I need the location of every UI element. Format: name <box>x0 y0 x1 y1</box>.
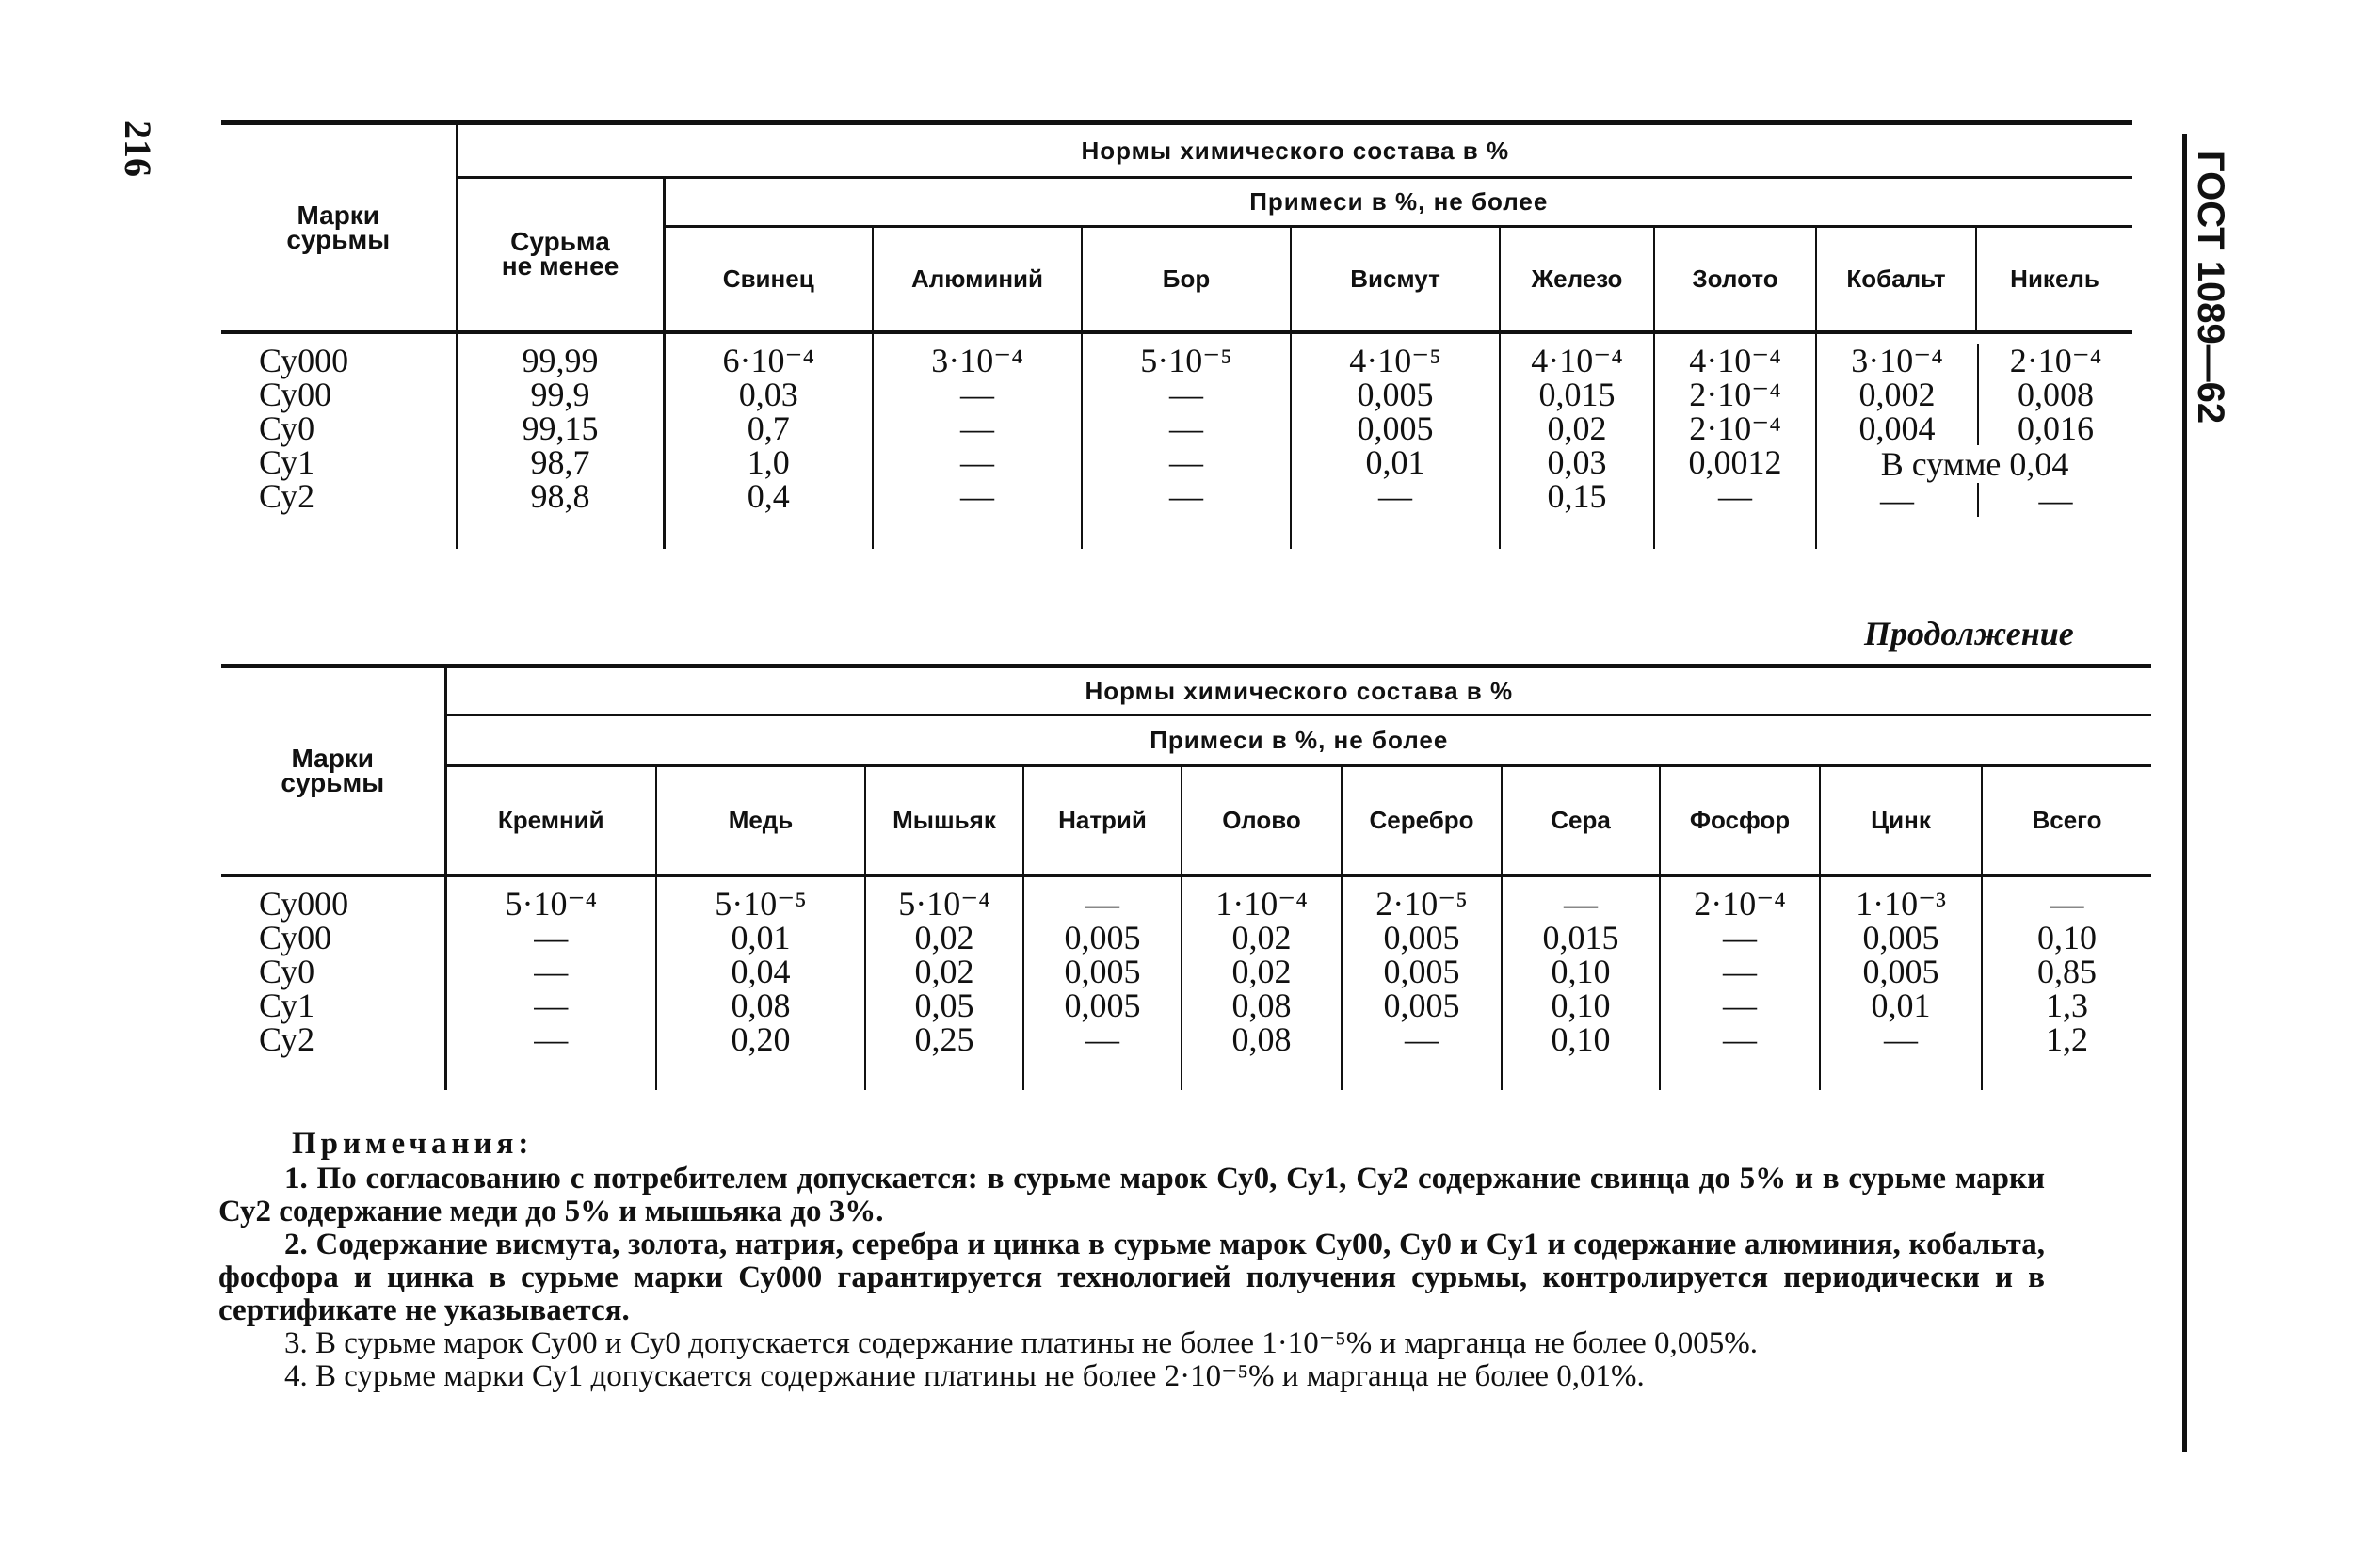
boron-values: 5·10⁻⁵ — — — — <box>1082 332 1291 549</box>
total-values: — 0,10 0,85 1,3 1,2 <box>2037 884 2098 1058</box>
silicon-values: 5·10⁻⁴ — — — — <box>445 875 656 1090</box>
header-norms: Нормы химического состава в % <box>457 123 2132 178</box>
cobalt-nickel-group <box>1816 332 2132 549</box>
nickel-last-value: — <box>2038 480 2073 519</box>
zinc-values: 1·10⁻³ 0,005 0,005 0,01 — <box>1820 875 1982 1090</box>
cobalt-values: 3·10⁻⁴ 0,002 0,004 <box>1817 344 1979 445</box>
column-lead: Свинец <box>664 227 873 332</box>
column-zinc: Цинк <box>1820 766 1982 875</box>
column-boron: Бор <box>1082 227 1291 332</box>
header-antimony: Сурьма не менее <box>457 178 664 332</box>
header-grade: Марки сурьмы <box>221 123 457 332</box>
grade-list: Су000 Су00 Су0 Су1 Су2 <box>221 875 445 1090</box>
note-item: 1. По согласованию с потребителем допускается: в сурьме марок Су0, Су1, Су2 содержание свинца до 5% и в сурьме марки Су2 содержание меди до 5% и мышьяка до 3%. <box>218 1162 2045 1228</box>
notes-section <box>218 1128 2045 1393</box>
gold-values: 4·10⁻⁴ 2·10⁻⁴ 2·10⁻⁴ 0,0012 — <box>1654 332 1816 549</box>
cobalt-last-value: — <box>1817 483 1979 517</box>
silver-values: 2·10⁻⁵ 0,005 0,005 0,005 — <box>1342 875 1502 1090</box>
composition-table-2 <box>221 664 2151 1090</box>
composition-table-1 <box>221 120 2132 549</box>
column-sulfur: Сера <box>1502 766 1660 875</box>
column-cobalt: Кобальт <box>1816 227 1976 332</box>
tin-values: 1·10⁻⁴ 0,02 0,02 0,08 0,08 <box>1182 875 1342 1090</box>
copper-values: 5·10⁻⁵ 0,01 0,04 0,08 0,20 <box>656 875 865 1090</box>
cobalt-nickel-sum: В сумме 0,04 <box>1880 444 2069 483</box>
iron-values: 4·10⁻⁴ 0,015 0,02 0,03 0,15 <box>1500 332 1654 549</box>
page-number: 216 <box>117 120 159 177</box>
column-gold: Золото <box>1654 227 1816 332</box>
column-aluminium: Алюминий <box>873 227 1082 332</box>
note-item: 2. Содержание висмута, золота, натрия, серебра и цинка в сурьме марок Су00, Су0 и Су1 и содержание алюминия, кобальта, фосфора и цинка в сурьме марки Су000 гарантируется технологией получения сурьмы, контролируется периодически и в сертификате не указывается. <box>218 1228 2045 1327</box>
lead-values: 6·10⁻⁴ 0,03 0,7 1,0 0,4 <box>664 332 873 549</box>
aluminium-values: 3·10⁻⁴ — — — — <box>873 332 1082 549</box>
continuation-label: Продолжение <box>1864 615 2074 652</box>
note-item: 4. В сурьме марки Су1 допускается содержание платины не более 2·10⁻⁵% и марганца не более 0,01%. <box>284 1359 1645 1393</box>
notes-title: Примечания: <box>292 1127 534 1161</box>
column-silver: Серебро <box>1342 766 1502 875</box>
document-code: ГОСТ 1089—62 <box>2190 151 2231 425</box>
nickel-values: 2·10⁻⁴ 0,008 0,016 <box>2009 341 2102 447</box>
column-arsenic: Мышьяк <box>865 766 1023 875</box>
column-iron: Железо <box>1500 227 1654 332</box>
antimony-values: 99,99 99,9 99,15 98,7 98,8 <box>457 332 664 549</box>
note-item: 3. В сурьме марок Су00 и Су0 допускается содержание платины не более 1·10⁻⁵% и марганца не более 0,005%. <box>284 1326 1758 1360</box>
grade-list: Су000 Су00 Су0 Су1 Су2 <box>221 332 457 549</box>
column-phosphorus: Фосфор <box>1660 766 1820 875</box>
header-grade: Марки сурьмы <box>221 666 445 875</box>
column-nickel: Никель <box>1976 227 2132 332</box>
column-bismuth: Висмут <box>1291 227 1500 332</box>
column-total: Всего <box>1982 766 2151 875</box>
header-norms: Нормы химического состава в % <box>445 666 2151 715</box>
header-impurities: Примеси в %, не более <box>664 178 2132 227</box>
column-copper: Медь <box>656 766 865 875</box>
header-impurities: Примеси в %, не более <box>445 715 2151 766</box>
sodium-values: — 0,005 0,005 0,005 — <box>1023 875 1182 1090</box>
arsenic-values: 5·10⁻⁴ 0,02 0,02 0,05 0,25 <box>865 875 1023 1090</box>
phosphorus-values: 2·10⁻⁴ — — — — <box>1660 875 1820 1090</box>
margin-rule <box>2182 134 2187 1452</box>
sulfur-values: — 0,015 0,10 0,10 0,10 <box>1502 875 1660 1090</box>
column-sodium: Натрий <box>1023 766 1182 875</box>
column-silicon: Кремний <box>445 766 656 875</box>
bismuth-values: 4·10⁻⁵ 0,005 0,005 0,01 — <box>1291 332 1500 549</box>
column-tin: Олово <box>1182 766 1342 875</box>
